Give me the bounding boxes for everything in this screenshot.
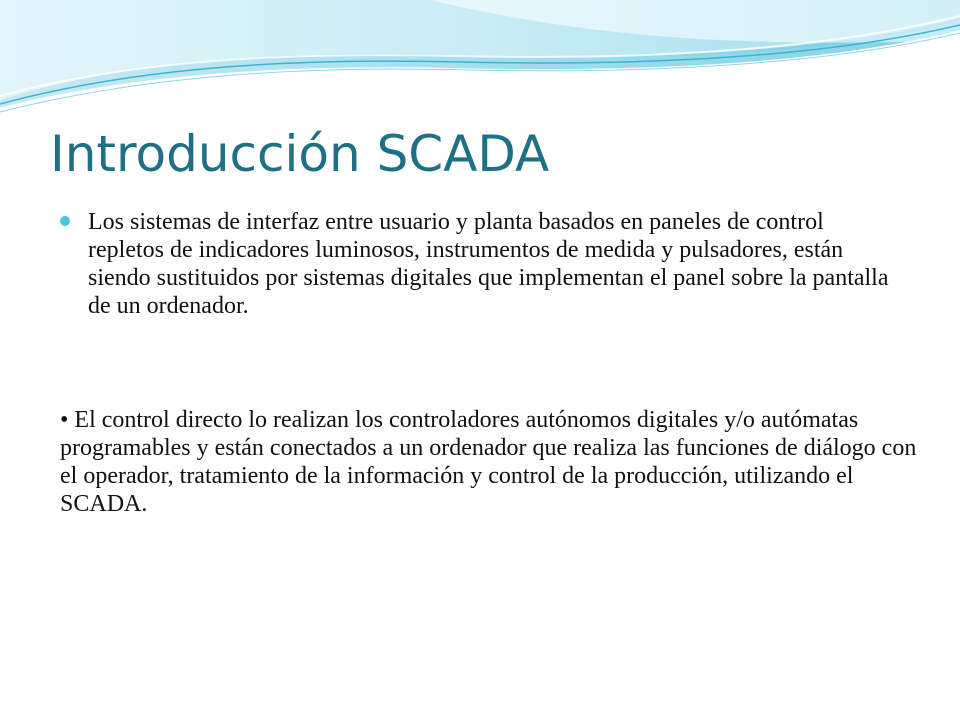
bullet-item [60, 208, 890, 320]
bullet-text: Los sistemas de interfaz entre usuario y planta basados en paneles de control repletos de indicadores luminosos, instrumentos de medida y pulsadores, están siendo sustituidos por sistemas digitales que implementan el panel sobre la pantalla de un ordenador. [88, 209, 889, 319]
bullet-list [60, 208, 890, 320]
header-wave-decoration [0, 0, 960, 120]
slide-title: Introducción SCADA [50, 125, 550, 183]
paragraph-text: • El control directo lo realizan los controladores autónomos digitales y/o autómatas programables y están conectados a un ordenador que realiza las funciones de diálogo con el operador, tratamiento de la información y control de la producción, utilizando el SCADA. [60, 407, 917, 517]
bullet-dot-icon [60, 216, 70, 226]
